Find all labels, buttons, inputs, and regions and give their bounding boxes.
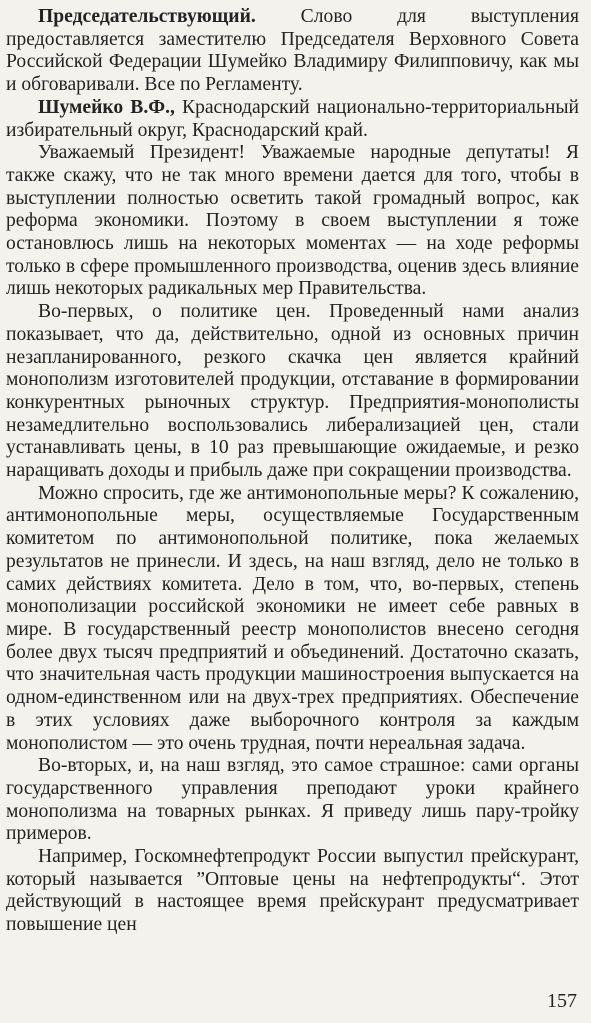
paragraph-chairman	[6, 6, 579, 97]
paragraph: Можно спросить, где же антимонопольные меры? К сожалению, антимонопольные меры, осуществляемые Государственным комитетом по антимонопольной политике, пока желаемых результатов не принесли. И здесь, на наш взгляд, дело не только в самих действиях комитета. Дело в том, что, во-первых, степень монополизации российской экономики не имеет себе равных в мире. В государственный реестр монополистов внесено сегодня более двух тысяч предприятий и объединений. Достаточно сказать, что значительная часть продукции машиностроения выпускается на одном-единственном или на двух-трех предприятиях. Обеспечение в этих условиях даже выборочного контроля за каждым монополистом — это очень трудная, почти нереальная задача.	[6, 482, 579, 754]
paragraph: Например, Госкомнефтепродукт России выпустил прейскурант, который называется ”Оптовые цены на нефтепродукты“. Этот действующий в настоящее время прейскурант предусматривает повышение цен	[6, 846, 579, 936]
body-text	[6, 6, 579, 937]
paragraph-text: Краснодарский национально-территориальный избирательный округ, Краснодарский край.	[6, 96, 579, 141]
speaker-name: Шумейко В.Ф.,	[38, 96, 175, 118]
speaker-name: Председательствующий.	[38, 6, 256, 27]
page-number: 157	[547, 990, 577, 1012]
paragraph-speaker-intro	[6, 97, 579, 142]
paragraph: Во-вторых, и, на наш взгляд, это самое страшное: сами органы государственного управления преподают уроки крайнего монополизма на товарных рынках. Я приведу лишь пару-тройку примеров.	[6, 755, 579, 845]
paragraph: Во-первых, о политике цен. Проведенный нами анализ показывает, что да, действительно, одной из основных причин незапланированного, резкого скачка цен является крайний монополизм изготовителей продукции, отставание в формировании конкурентных рыночных структур. Предприятия-монополисты незамедлительно воспользовались либерализацией цен, стали устанавливать цены, в 10 раз превышающие ожидаемые, и резко наращивать доходы и прибыль даже при сокращении производства.	[6, 301, 579, 482]
paragraph-text: Слово для выступления предоставляется заместителю Председателя Верховного Совета Российской Федерации Шумейко Владимиру Филипповичу, как мы и обговаривали. Все по Регламенту.	[6, 6, 579, 96]
paragraph: Уважаемый Президент! Уважаемые народные депутаты! Я также скажу, что не так много времени дается для того, чтобы в выступлении полностью осветить такой громадный вопрос, как реформа экономики. Поэтому в своем выступлении я тоже остановлюсь лишь на некоторых моментах — на ходе реформы только в сфере промышленного производства, оценив здесь влияние лишь некоторых радикальных мер Правительства.	[6, 142, 579, 300]
